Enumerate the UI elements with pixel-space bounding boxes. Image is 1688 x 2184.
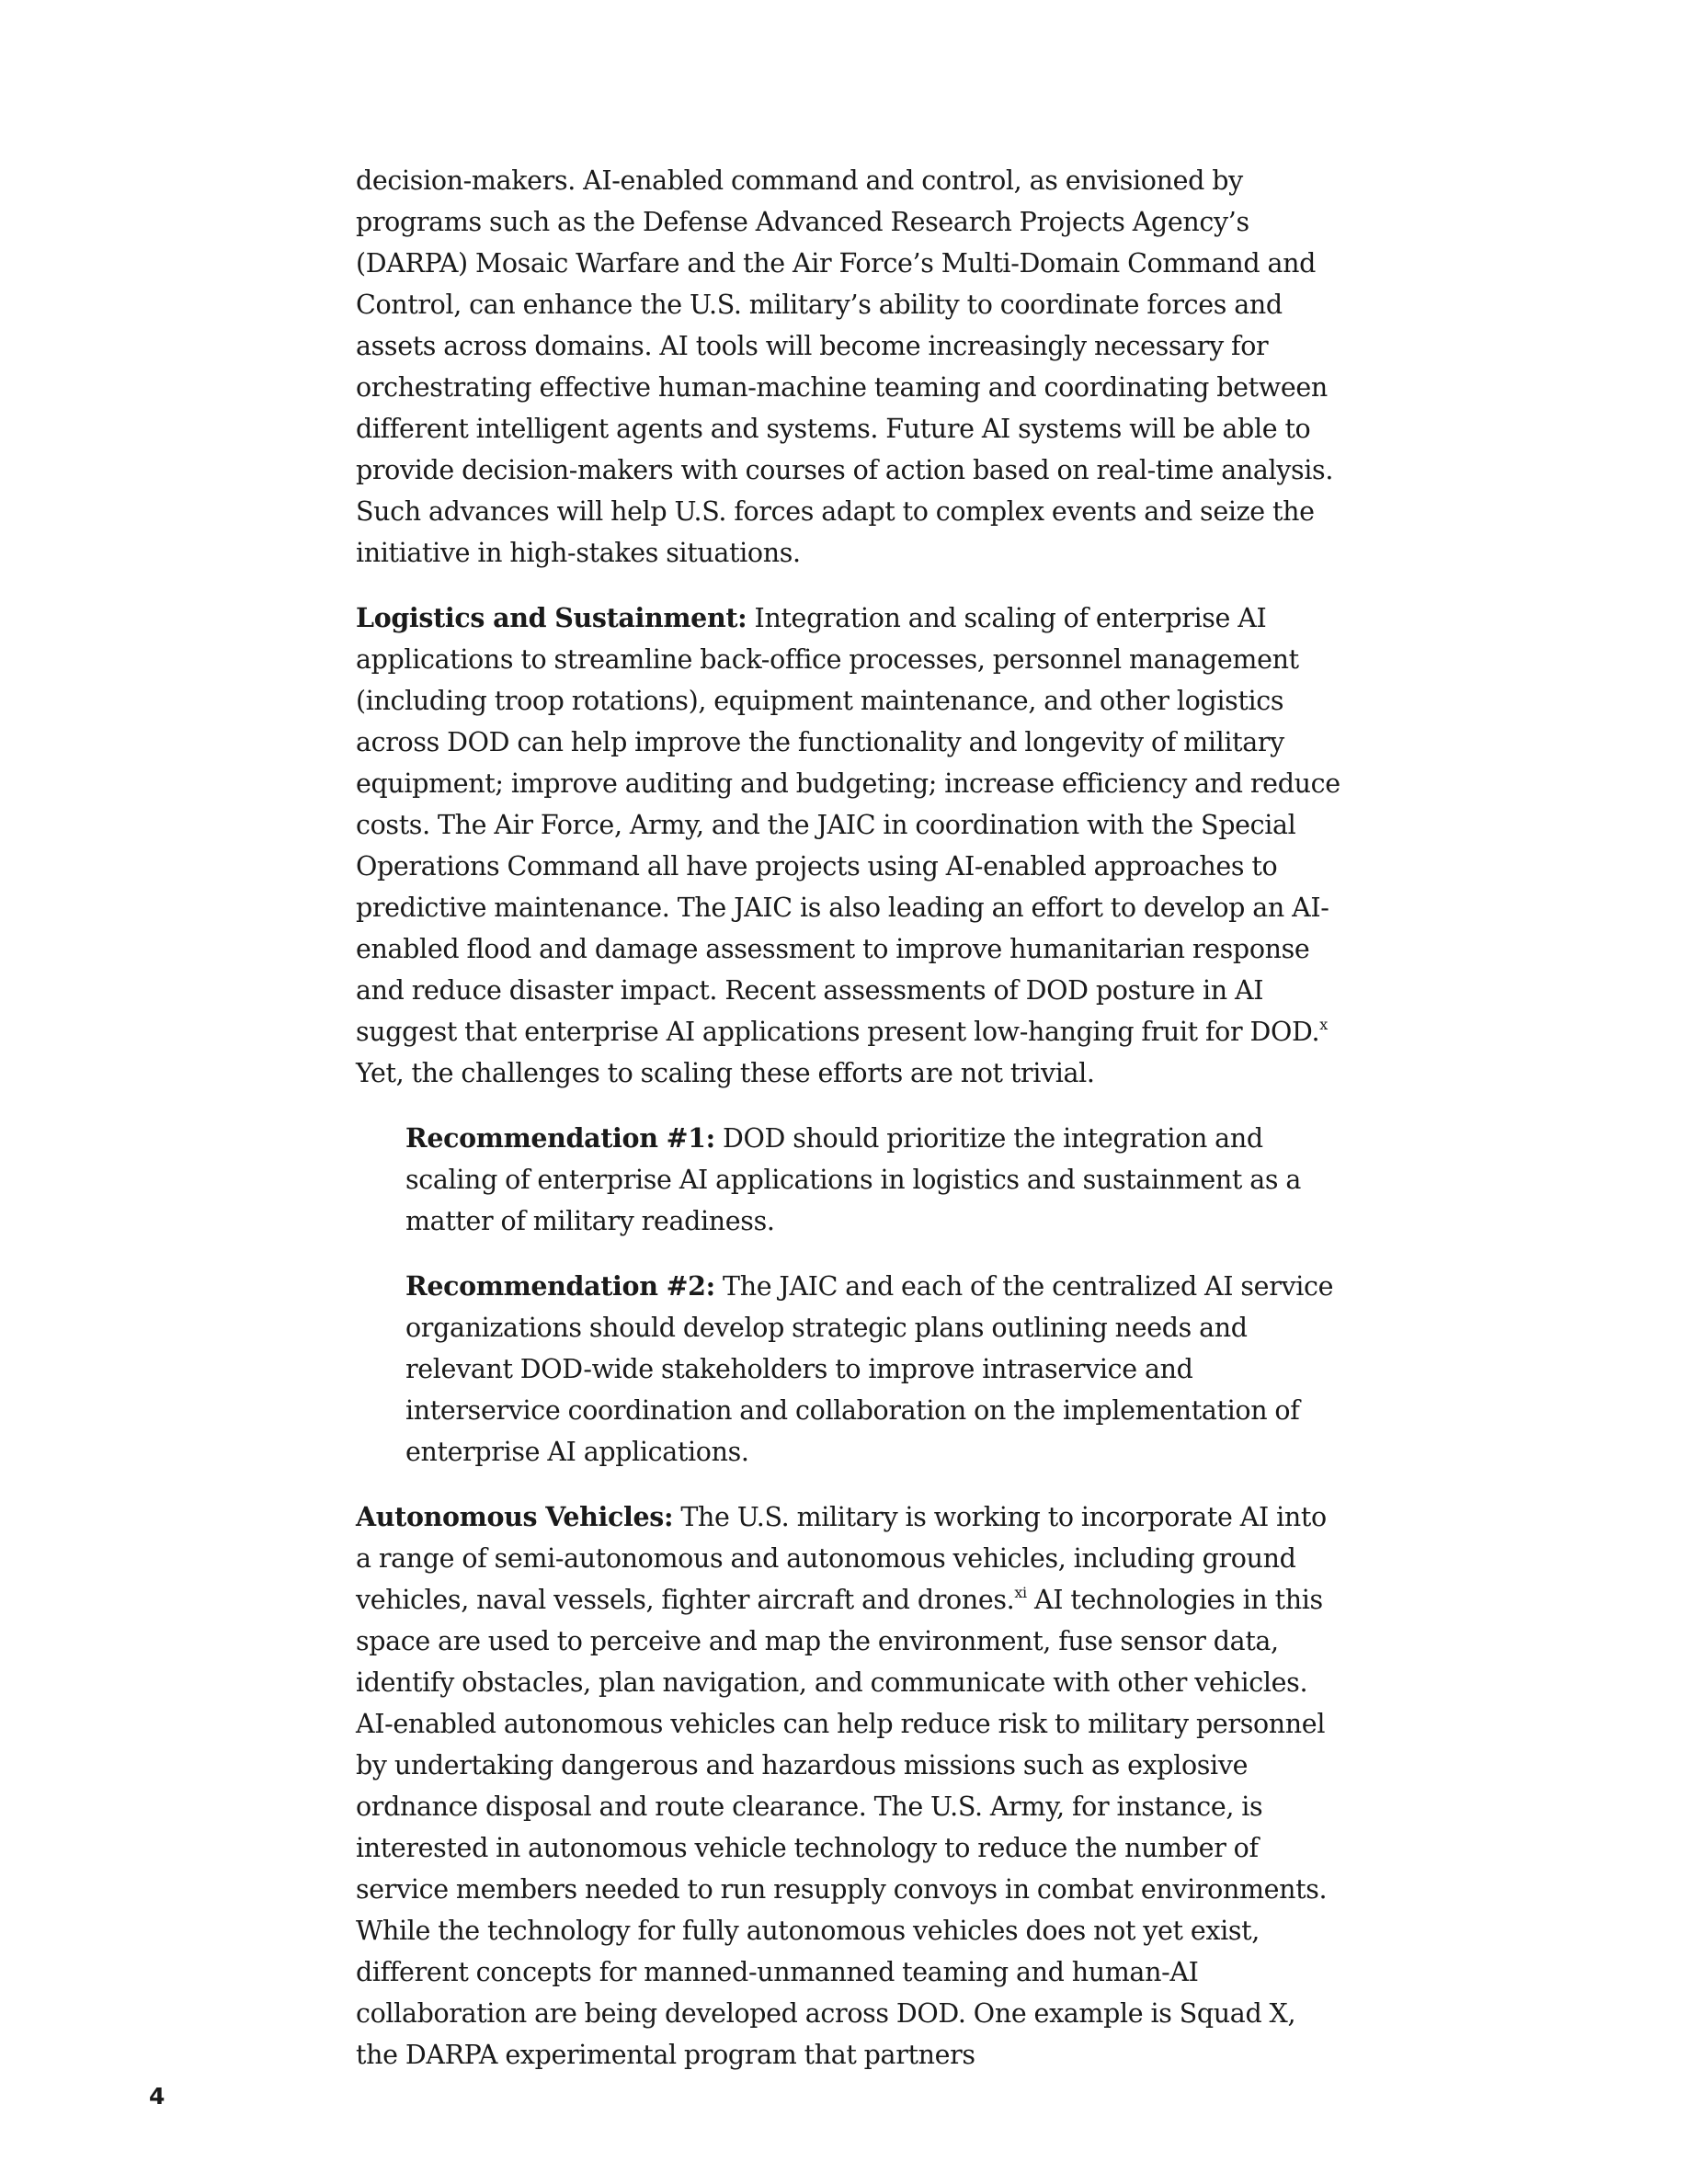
page-number: 4	[149, 2083, 165, 2110]
paragraph-logistics-and-sustainment	[356, 597, 1344, 1094]
paragraph-autonomous-vehicles	[356, 1496, 1344, 2076]
autonomous-text: The U.S. military is working to incorporate AI into a range of semi-autonomous and autonomous vehicles, including ground vehicles, naval vessels, fighter aircraft and drones.	[356, 1502, 1327, 1615]
heading-logistics-and-sustainment: Logistics and Sustainment:	[356, 602, 747, 633]
paragraph-command-and-control: decision-makers. AI-enabled command and control, as envisioned by programs such as the Defense Advanced Research Projects Agency’s (DARPA) Mosaic Warfare and the Air Force’s Multi-Domain Command and Control, can enhance the U.S. military’s ability to coordinate forces and assets across domains. AI tools will become increasingly necessary for orchestrating effective human-machine teaming and coordinating between different intelligent agents and systems. Future AI systems will be able to provide decision-makers with courses of action based on real-time analysis. Such advances will help U.S. forces adapt to complex events and seize the initiative in high-stakes situations.	[356, 165, 1334, 568]
recommendation-1-text: DOD should prioritize the integration and scaling of enterprise AI applications in logistics and sustainment as a matter of military readiness.	[405, 1123, 1302, 1236]
logistics-text-continued: Yet, the challenges to scaling these efforts are not trivial.	[356, 1058, 1095, 1088]
footnote-ref-x[interactable]: x	[1319, 1015, 1328, 1033]
recommendation-2-text: The JAIC and each of the centralized AI service organizations should develop strategic plans outlining needs and relevant DOD-wide stakeholders to improve intraservice and interservice coordination and collaboration on the implementation of enterprise AI applications.	[405, 1271, 1334, 1467]
recommendation-1	[405, 1118, 1344, 1242]
recommendation-1-label: Recommendation #1:	[405, 1122, 715, 1154]
footnote-ref-xi[interactable]: xi	[1014, 1583, 1027, 1601]
recommendation-2	[405, 1266, 1344, 1473]
autonomous-text-continued: AI technologies in this space are used to perceive and map the environment, fuse sensor data, identify obstacles, plan navigation, and communicate with other vehicles. AI-enabled autonomous vehicles can help reduce risk to military personnel by undertaking dangerous and hazardous missions such as explosive ordnance disposal and route clearance. The U.S. Army, for instance, is interested in autonomous vehicle technology to reduce the number of service members needed to run resupply convoys in combat environments. While the technology for fully autonomous vehicles does not yet exist, different concepts for manned-unmanned teaming and human-AI collaboration are being developed across DOD. One example is Squad X, the DARPA experimental program that partners	[356, 1585, 1328, 2070]
page-body	[356, 160, 1344, 2099]
logistics-text: Integration and scaling of enterprise AI applications to streamline back-office processes, personnel management (including troop rotations), equipment maintenance, and other logistics across DOD can help improve the functionality and longevity of military equipment; improve auditing and budgeting; increase efficiency and reduce costs. The Air Force, Army, and the JAIC in coordination with the Special Operations Command all have projects using AI-enabled approaches to predictive maintenance. The JAIC is also leading an effort to develop an AI-enabled flood and damage assessment to improve humanitarian response and reduce disaster impact. Recent assessments of DOD posture in AI suggest that enterprise AI applications present low-hanging fruit for DOD.	[356, 603, 1340, 1047]
recommendation-2-label: Recommendation #2:	[405, 1270, 715, 1302]
heading-autonomous-vehicles: Autonomous Vehicles:	[356, 1501, 674, 1532]
